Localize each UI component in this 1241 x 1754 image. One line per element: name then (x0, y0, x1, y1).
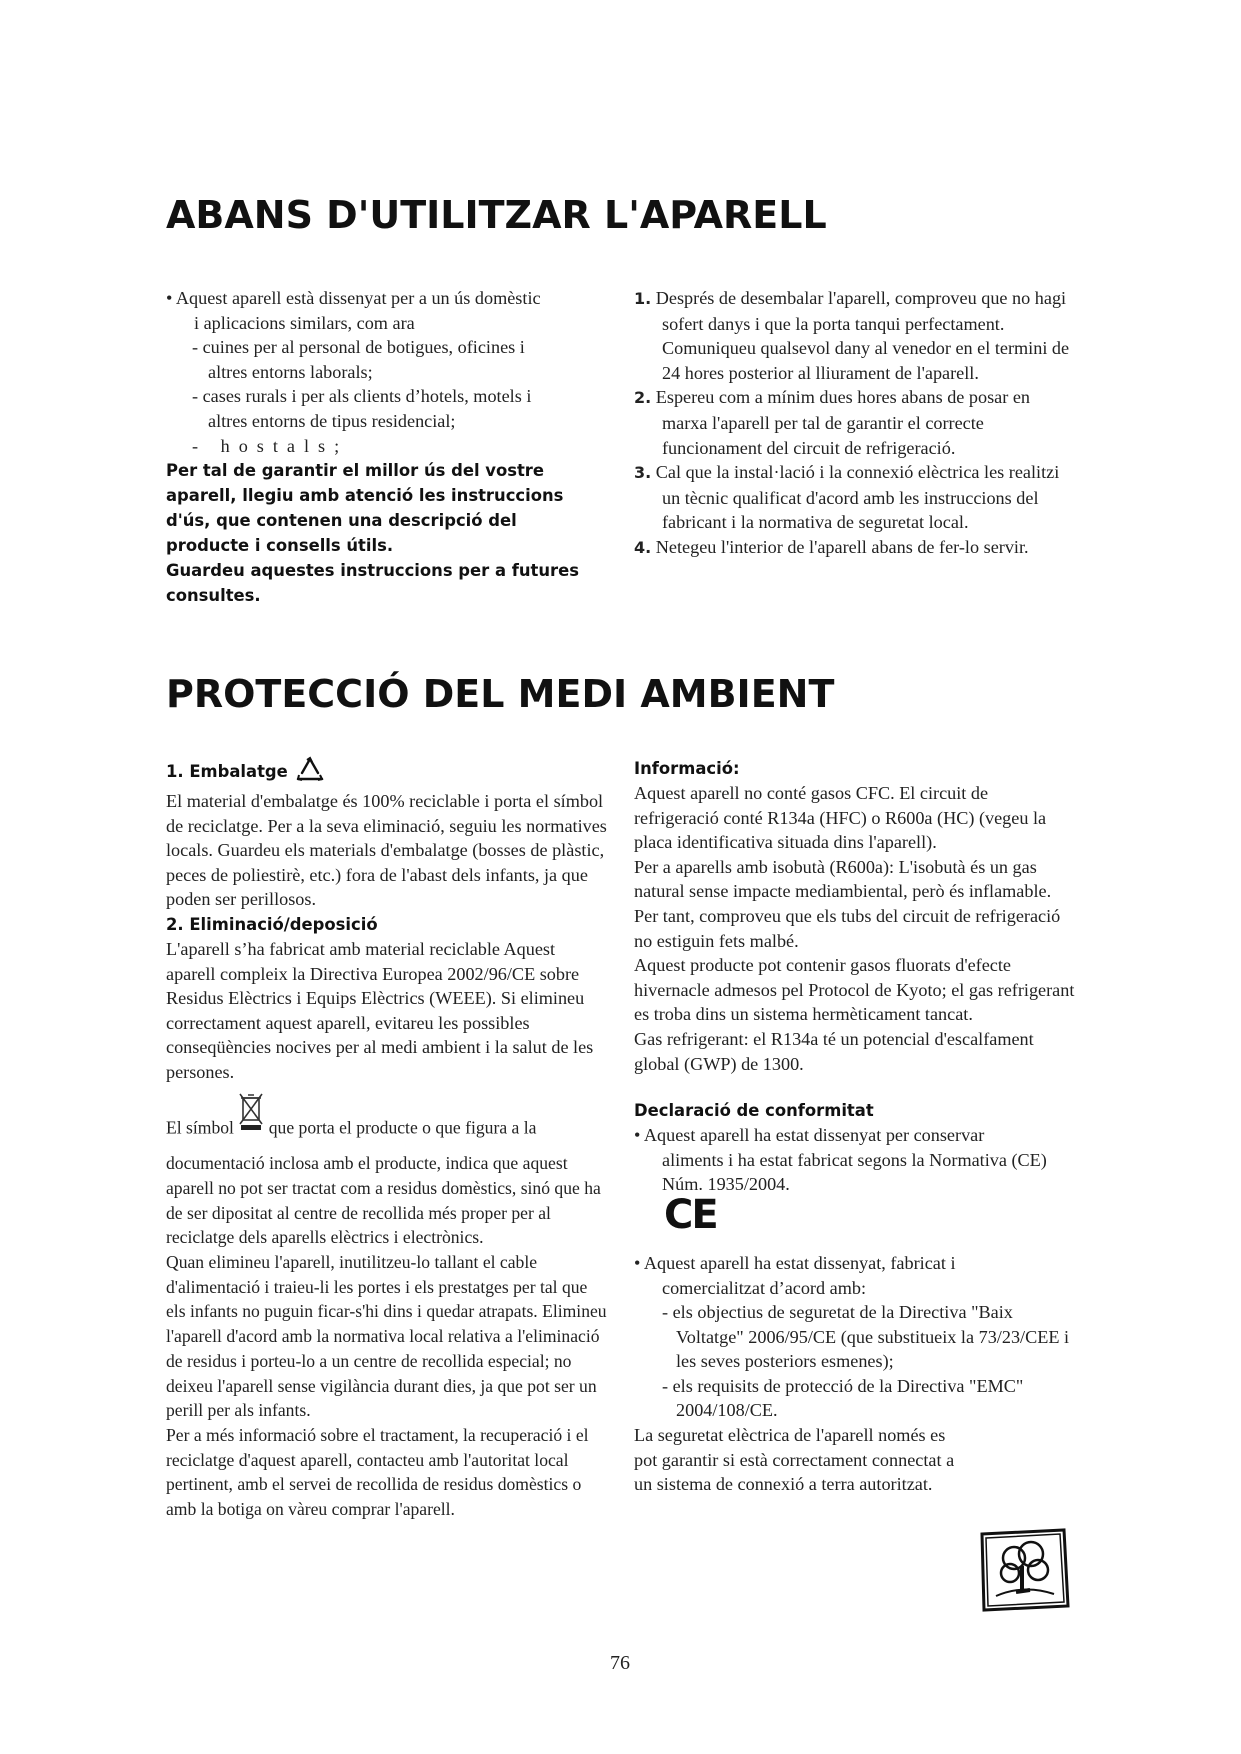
info-text-4: Gas refrigerant: el R134a té un potencial d'escalfament global (GWP) de 1300. (634, 1028, 1034, 1074)
step-number: 1. (634, 289, 652, 308)
conformity-heading: Declaració de conformitat (634, 1101, 874, 1121)
environment-left-column (166, 756, 608, 1522)
weee-bin-icon (238, 1093, 264, 1138)
step-item (634, 286, 1074, 385)
info-text-2: Per a aparells amb isobutà (R600a): L'isobutà és un gas natural sense impacte mediambiental, però és inflamable. Per tant, comproveu que els tubs del circuit de refrigeració no estiguin fets malbé. (634, 856, 1061, 951)
conformity-bullet-2: • Aquest aparell ha estat dissenyat, fabricat i (634, 1252, 956, 1273)
conformity-subitem: - els objectius de seguretat de la Directiva "Baix Voltatge" 2006/95/CE (que substitueix la 73/23/CEE i les seves posteriors esmenes); (662, 1302, 1070, 1372)
info-heading: Informació: (634, 759, 740, 778)
instructions-notice: Per tal de garantir el millor ús del vostre aparell, llegiu amb atenció les instruccions d'ús, que contenen una descripció del producte i consells útils. (166, 461, 564, 556)
step-text: Netegeu l'interior de l'aparell abans de fer-lo servir. (655, 536, 1029, 557)
usage-bullet: • Aquest aparell està dissenyat per a un ús domèstic (166, 288, 541, 308)
packaging-heading (166, 756, 608, 789)
step-text: Després de desembalar l'aparell, comproveu que no hagi sofert danys i que la porta tanqui perfectament. Comuniqueu qualsevol dany al venedor en el termini de 24 hores posterior al lliurament de l'aparell. (655, 288, 1070, 383)
usage-item: - hostals; (192, 435, 349, 456)
disposal-text: L'aparell s’ha fabricat amb material reciclable Aquest aparell compleix la Directiva Europea 2002/96/CE sobre Residus Elèctrics i Equips Elèctrics (WEEE). Si elimineu correctament aquest aparell, evitareu les possibles conseqüències nocives per al medi ambient i la salut de les persones. (166, 938, 594, 1082)
step-number: 3. (634, 463, 652, 483)
conformity-subitem: - els requisits de protecció de la Directiva "EMC" 2004/108/CE. (662, 1375, 1024, 1421)
usage-item: - cases rurals i per als clients d’hotels, motels i (192, 386, 532, 407)
electrical-safety-text: La seguretat elèctrica de l'aparell només es pot garantir si està correctament connectat a un sistema de connexió a terra autoritzat. (634, 1425, 955, 1495)
environment-right-column (634, 756, 1076, 1497)
packaging-text: El material d'embalatge és 100% reciclable i porta el símbol de reciclatge. Per a la seva eliminació, seguiu les normatives locals. Guardeu els materials d'embalatge (bosses de plàstic, peces de poliestirè, etc.) fora de l'abast dels infants, ja que poden ser perillosos. (166, 791, 607, 910)
step-item (634, 460, 1074, 535)
packaging-heading-text: 1. Embalatge (166, 762, 288, 781)
usage-bullet-cont: i aplicacions similars, com ara (194, 312, 415, 333)
section-title-environment: PROTECCIÓ DEL MEDI AMBIENT (166, 672, 835, 716)
info-text-3: Aquest producte pot contenir gasos fluorats d'efecte hivernacle admesos pel Protocol de Kyoto; el gas refrigerant es troba dins un sistema hermèticament tancat. (634, 955, 1075, 1025)
tree-icon (976, 1526, 1072, 1612)
ce-mark-icon: CE (664, 1191, 717, 1238)
keep-instructions-notice: Guardeu aquestes instruccions per a futures consultes. (166, 561, 579, 606)
section-title-before-use: ABANS D'UTILITZAR L'APARELL (166, 193, 827, 237)
before-use-left-column (166, 286, 606, 608)
step-number: 4. (634, 537, 652, 557)
conformity-bullet-2-cont: comercialitzat d’acord amb: (662, 1277, 866, 1298)
conformity-bullet-1-cont: aliments i ha estat fabricat segons la Normativa (CE) Núm. 1935/2004. (662, 1149, 1047, 1195)
page-number: 76 (610, 1652, 630, 1674)
step-text: Espereu com a mínim dues hores abans de posar en marxa l'aparell per tal de garantir el correcte funcionament del circuit de refrigeració. (655, 387, 1031, 458)
symbol-pre-text: El símbol (166, 1116, 234, 1137)
before-use-right-column (634, 286, 1074, 561)
ce-mark-row (634, 1191, 1076, 1251)
step-number: 2. (634, 388, 652, 408)
recycle-icon (294, 756, 326, 789)
usage-item-cont: altres entorns laborals; (208, 361, 373, 382)
symbol-post-text: que porta el producte o que figura a la documentació inclosa amb el producte, indica que aquest aparell no pot ser tractat com a residus domèstics, sinó que ha de ser dipositat al centre de recollida més proper per al reciclatge dels aparells elèctrics i electrònics. (166, 1116, 601, 1248)
step-text: Cal que la instal·lació i la connexió elèctrica les realitzi un tècnic qualificat d'acord amb les instruccions del fabricant i la normativa de seguretat local. (655, 462, 1060, 533)
usage-item-cont: altres entorns de tipus residencial; (208, 410, 456, 431)
disposal-heading: 2. Eliminació/deposició (166, 914, 378, 934)
conformity-bullet-1: • Aquest aparell ha estat dissenyat per conservar (634, 1125, 985, 1146)
disposal-text-2: Quan elimineu l'aparell, inutilitzeu-lo tallant el cable d'alimentació i traieu-li les portes i els prestatges per tal que els infants no puguin ficar-s'hi dins i quedar atrapats. Elimineu l'aparell d'acord amb la normativa local relativa a l'eliminació de residus i porteu-lo a un centre de recollida especial; no deixeu l'aparell sense vigilància durant dies, ja que pot ser un perill per als infants. (166, 1252, 607, 1421)
info-text: Aquest aparell no conté gasos CFC. El circuit de refrigeració conté R134a (HFC) o R600a (HC) (vegeu la placa identificativa situada dins l'aparell). (634, 783, 1047, 853)
usage-item: - cuines per al personal de botigues, oficines i (192, 337, 525, 358)
step-item (634, 385, 1074, 460)
step-item (634, 535, 1074, 561)
disposal-text-3: Per a més informació sobre el tractament, la recuperació i el reciclatge d'aquest aparell, contacteu amb l'autoritat local pertinent, amb el servei de recollida de residus domèstics o amb la botiga on vàreu comprar l'aparell. (166, 1424, 589, 1520)
weee-symbol-paragraph (166, 1107, 608, 1251)
